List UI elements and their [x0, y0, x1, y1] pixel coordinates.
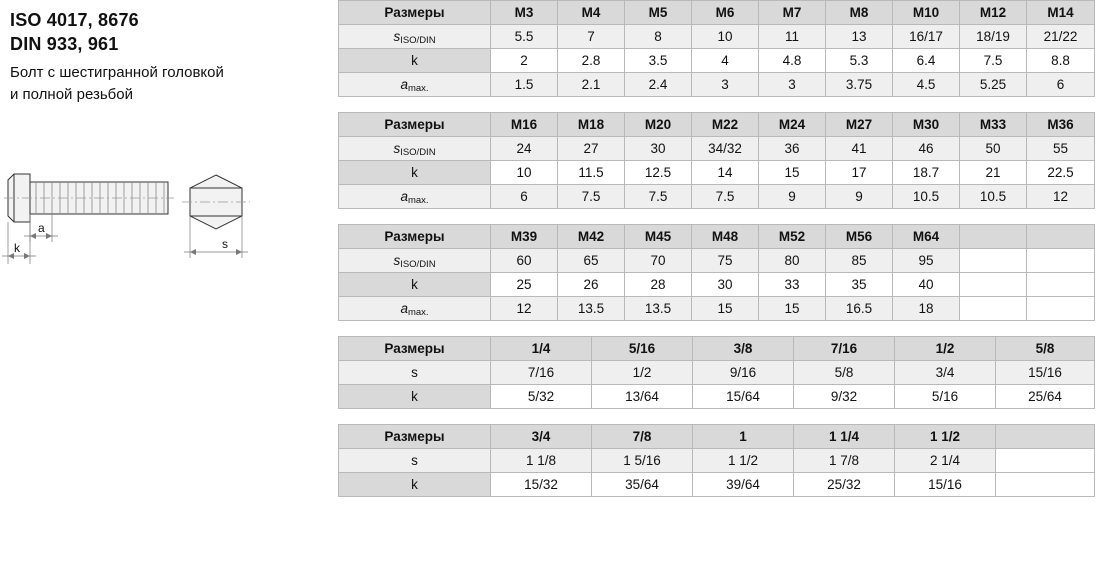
table-cell: 18/19 [960, 25, 1027, 49]
column-header: 1 1/2 [895, 425, 996, 449]
column-header: 5/8 [996, 337, 1095, 361]
table-cell: 5/32 [491, 385, 592, 409]
table-cell-empty [1027, 297, 1095, 321]
table-cell: 28 [625, 273, 692, 297]
table-cell: 13 [826, 25, 893, 49]
product-description-line-1: Болт с шестигранной головкой [10, 64, 224, 81]
dimension-table-metric-3 [338, 224, 1095, 321]
table-cell: 2.1 [558, 73, 625, 97]
table-row [339, 361, 1095, 385]
table-cell: 1 7/8 [794, 449, 895, 473]
table-cell-empty [960, 297, 1027, 321]
table-cell: 9 [826, 185, 893, 209]
table-cell: 10.5 [960, 185, 1027, 209]
column-header: M7 [759, 1, 826, 25]
table-cell: 13/64 [592, 385, 693, 409]
standard-line-2: DIN 933, 961 [10, 34, 119, 54]
table-cell: 3.5 [625, 49, 692, 73]
table-cell: 15 [759, 297, 826, 321]
table-cell: 11 [759, 25, 826, 49]
dimension-table-metric-2 [338, 112, 1095, 209]
table-header-label: Размеры [339, 425, 491, 449]
table-cell: 10 [692, 25, 759, 49]
table-row [339, 185, 1095, 209]
table-cell: 1/2 [592, 361, 693, 385]
row-label: sISO/DIN [339, 249, 491, 273]
table-cell: 6 [491, 185, 558, 209]
table-header-row [339, 425, 1095, 449]
row-label: amax. [339, 297, 491, 321]
column-header: M33 [960, 113, 1027, 137]
table-row [339, 25, 1095, 49]
row-label: k [339, 385, 491, 409]
table-cell: 6 [1027, 73, 1095, 97]
table-cell: 3.75 [826, 73, 893, 97]
dimension-label-s: s [222, 237, 228, 251]
column-header: M56 [826, 225, 893, 249]
table-cell: 3/4 [895, 361, 996, 385]
table-cell: 15/64 [693, 385, 794, 409]
table-cell: 11.5 [558, 161, 625, 185]
table-cell: 15/16 [895, 473, 996, 497]
table-header-label: Размеры [339, 337, 491, 361]
table-cell: 14 [692, 161, 759, 185]
column-header: M12 [960, 1, 1027, 25]
column-header: M52 [759, 225, 826, 249]
table-cell: 3 [692, 73, 759, 97]
table-cell: 60 [491, 249, 558, 273]
dimension-table-inch-1 [338, 336, 1095, 409]
table-cell: 26 [558, 273, 625, 297]
column-header: M6 [692, 1, 759, 25]
column-header: 5/16 [592, 337, 693, 361]
table-cell: 16.5 [826, 297, 893, 321]
table-cell-empty [1027, 249, 1095, 273]
table-cell: 16/17 [893, 25, 960, 49]
table-cell: 18.7 [893, 161, 960, 185]
row-label: sISO/DIN [339, 137, 491, 161]
table-cell: 9/16 [693, 361, 794, 385]
table-cell: 15/16 [996, 361, 1095, 385]
table-header-row [339, 337, 1095, 361]
table-row [339, 297, 1095, 321]
column-header: 3/4 [491, 425, 592, 449]
column-header: M16 [491, 113, 558, 137]
table-cell: 21 [960, 161, 1027, 185]
column-header: M10 [893, 1, 960, 25]
table-cell: 39/64 [693, 473, 794, 497]
table-cell: 46 [893, 137, 960, 161]
table-cell: 3 [759, 73, 826, 97]
table-cell: 25/32 [794, 473, 895, 497]
table-cell: 33 [759, 273, 826, 297]
table-cell: 13.5 [558, 297, 625, 321]
table-row [339, 249, 1095, 273]
table-cell: 30 [692, 273, 759, 297]
table-cell: 7.5 [558, 185, 625, 209]
column-header-empty [960, 225, 1027, 249]
row-label: s [339, 449, 491, 473]
table-cell: 55 [1027, 137, 1095, 161]
table-cell: 1 1/2 [693, 449, 794, 473]
column-header-empty [996, 425, 1095, 449]
table-cell: 4.5 [893, 73, 960, 97]
table-row [339, 449, 1095, 473]
row-label: k [339, 473, 491, 497]
table-cell: 41 [826, 137, 893, 161]
table-header-row [339, 1, 1095, 25]
product-info-panel [10, 8, 335, 106]
table-row [339, 385, 1095, 409]
column-header: 1 1/4 [794, 425, 895, 449]
table-cell: 1.5 [491, 73, 558, 97]
table-header-label: Размеры [339, 1, 491, 25]
column-header: M48 [692, 225, 759, 249]
row-label: k [339, 161, 491, 185]
table-cell-empty [996, 473, 1095, 497]
table-cell: 7.5 [625, 185, 692, 209]
table-cell: 7 [558, 25, 625, 49]
table-cell-empty [996, 449, 1095, 473]
table-cell: 1 1/8 [491, 449, 592, 473]
table-cell: 2.4 [625, 73, 692, 97]
row-label: amax. [339, 185, 491, 209]
table-cell: 12 [491, 297, 558, 321]
table-cell: 35 [826, 273, 893, 297]
table-cell: 17 [826, 161, 893, 185]
table-cell-empty [960, 273, 1027, 297]
table-row [339, 473, 1095, 497]
row-label: s [339, 361, 491, 385]
table-cell: 65 [558, 249, 625, 273]
table-cell: 18 [893, 297, 960, 321]
table-cell: 4.8 [759, 49, 826, 73]
column-header: M45 [625, 225, 692, 249]
column-header: M24 [759, 113, 826, 137]
table-cell: 12 [1027, 185, 1095, 209]
column-header: M5 [625, 1, 692, 25]
column-header: M4 [558, 1, 625, 25]
table-cell: 2 [491, 49, 558, 73]
column-header: M3 [491, 1, 558, 25]
table-cell: 25/64 [996, 385, 1095, 409]
row-label: k [339, 49, 491, 73]
column-header: M18 [558, 113, 625, 137]
table-header-label: Размеры [339, 225, 491, 249]
table-cell: 10 [491, 161, 558, 185]
table-row [339, 49, 1095, 73]
table-cell: 40 [893, 273, 960, 297]
table-cell: 4 [692, 49, 759, 73]
column-header: M36 [1027, 113, 1095, 137]
column-header: 7/16 [794, 337, 895, 361]
table-cell: 22.5 [1027, 161, 1095, 185]
row-label: k [339, 273, 491, 297]
table-cell-empty [1027, 273, 1095, 297]
table-cell: 9 [759, 185, 826, 209]
table-cell: 7.5 [960, 49, 1027, 73]
table-cell: 15 [759, 161, 826, 185]
table-cell: 13.5 [625, 297, 692, 321]
column-header: M8 [826, 1, 893, 25]
column-header-empty [1027, 225, 1095, 249]
table-cell: 5/8 [794, 361, 895, 385]
table-cell: 50 [960, 137, 1027, 161]
table-cell: 7/16 [491, 361, 592, 385]
table-cell: 5.5 [491, 25, 558, 49]
table-cell: 9/32 [794, 385, 895, 409]
table-cell: 5/16 [895, 385, 996, 409]
table-cell: 35/64 [592, 473, 693, 497]
row-label: sISO/DIN [339, 25, 491, 49]
bolt-technical-drawing [0, 160, 330, 280]
column-header: M22 [692, 113, 759, 137]
table-cell: 2.8 [558, 49, 625, 73]
table-cell: 8.8 [1027, 49, 1095, 73]
column-header: M20 [625, 113, 692, 137]
table-row [339, 273, 1095, 297]
column-header: 1/2 [895, 337, 996, 361]
table-cell: 34/32 [692, 137, 759, 161]
table-header-label: Размеры [339, 113, 491, 137]
table-cell: 5.3 [826, 49, 893, 73]
table-cell-empty [960, 249, 1027, 273]
dimension-label-a: a [38, 221, 45, 235]
table-cell: 7.5 [692, 185, 759, 209]
column-header: M39 [491, 225, 558, 249]
column-header: M27 [826, 113, 893, 137]
table-header-row [339, 113, 1095, 137]
table-cell: 12.5 [625, 161, 692, 185]
table-cell: 75 [692, 249, 759, 273]
table-cell: 85 [826, 249, 893, 273]
product-description-line-2: и полной резьбой [10, 86, 133, 103]
table-cell: 8 [625, 25, 692, 49]
table-cell: 36 [759, 137, 826, 161]
table-cell: 70 [625, 249, 692, 273]
column-header: M30 [893, 113, 960, 137]
standard-line-1: ISO 4017, 8676 [10, 10, 139, 30]
table-cell: 1 5/16 [592, 449, 693, 473]
table-cell: 15 [692, 297, 759, 321]
table-row [339, 137, 1095, 161]
column-header: M64 [893, 225, 960, 249]
table-cell: 30 [625, 137, 692, 161]
table-header-row [339, 225, 1095, 249]
table-row [339, 73, 1095, 97]
table-cell: 6.4 [893, 49, 960, 73]
dimension-table-metric-1 [338, 0, 1095, 97]
table-row [339, 161, 1095, 185]
table-cell: 27 [558, 137, 625, 161]
column-header: 1/4 [491, 337, 592, 361]
column-header: 1 [693, 425, 794, 449]
table-cell: 95 [893, 249, 960, 273]
dimension-tables [338, 0, 1098, 512]
table-cell: 2 1/4 [895, 449, 996, 473]
dimension-label-k: k [14, 241, 20, 255]
table-cell: 21/22 [1027, 25, 1095, 49]
column-header: 3/8 [693, 337, 794, 361]
table-cell: 15/32 [491, 473, 592, 497]
dimension-table-inch-2 [338, 424, 1095, 497]
column-header: M14 [1027, 1, 1095, 25]
column-header: M42 [558, 225, 625, 249]
table-cell: 25 [491, 273, 558, 297]
table-cell: 10.5 [893, 185, 960, 209]
table-cell: 80 [759, 249, 826, 273]
column-header: 7/8 [592, 425, 693, 449]
table-cell: 5.25 [960, 73, 1027, 97]
row-label: amax. [339, 73, 491, 97]
table-cell: 24 [491, 137, 558, 161]
